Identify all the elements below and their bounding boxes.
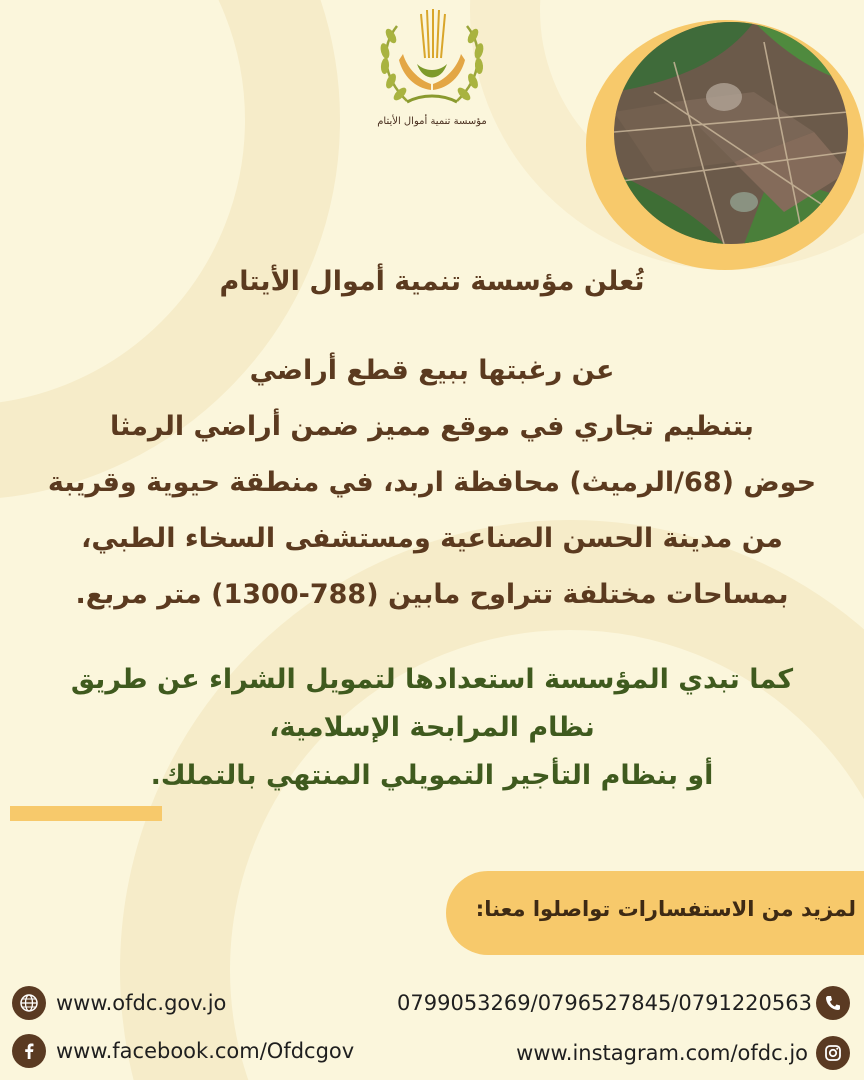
instagram-link[interactable]: www.instagram.com/ofdc.jo <box>516 1041 808 1065</box>
phone-contact[interactable] <box>397 986 850 1020</box>
finance-line: نظام المرابحة الإسلامية، <box>269 712 595 743</box>
website-contact[interactable] <box>12 986 226 1020</box>
logo-emblem-icon <box>367 6 497 114</box>
facebook-link[interactable]: www.facebook.com/Ofdcgov <box>56 1039 355 1063</box>
website-link[interactable]: www.ofdc.gov.jo <box>56 991 227 1015</box>
instagram-contact[interactable] <box>516 1036 850 1070</box>
body-line: حوض (68/الرميث) محافظة اربد، في منطقة حيوية وقريبة <box>47 467 817 498</box>
facebook-contact[interactable] <box>12 1034 354 1068</box>
body-line: بمساحات مختلفة تتراوح مابين (788-1300) متر مربع. <box>75 579 789 610</box>
instagram-icon <box>816 1036 850 1070</box>
aerial-land-photo <box>614 22 848 244</box>
facebook-icon <box>12 1034 46 1068</box>
body-line: عن رغبتها ببيع قطع أراضي <box>249 355 615 386</box>
phone-icon <box>816 986 850 1020</box>
body-line: من مدينة الحسن الصناعية ومستشفى السخاء الطبي، <box>81 523 783 554</box>
organization-logo <box>352 6 512 141</box>
financing-block <box>0 656 864 800</box>
announcement-headline: تُعلن مؤسسة تنمية أموال الأيتام <box>219 266 645 297</box>
announcement-body <box>0 343 864 623</box>
inquiry-banner <box>446 871 864 955</box>
finance-line: أو بنظام التأجير التمويلي المنتهي بالتملك. <box>150 760 714 791</box>
logo-caption: مؤسسة تنمية أموال الأيتام <box>377 116 487 127</box>
finance-line: كما تبدي المؤسسة استعدادها لتمويل الشراء عن طريق <box>70 664 794 695</box>
phone-numbers[interactable]: 0799053269/0796527845/0791220563 <box>397 991 812 1015</box>
inquiry-label: لمزيد من الاستفسارات تواصلوا معنا: <box>475 897 856 921</box>
globe-icon <box>12 986 46 1020</box>
divider-bar <box>10 806 162 821</box>
body-line: بتنظيم تجاري في موقع مميز ضمن أراضي الرمثا <box>110 411 754 442</box>
